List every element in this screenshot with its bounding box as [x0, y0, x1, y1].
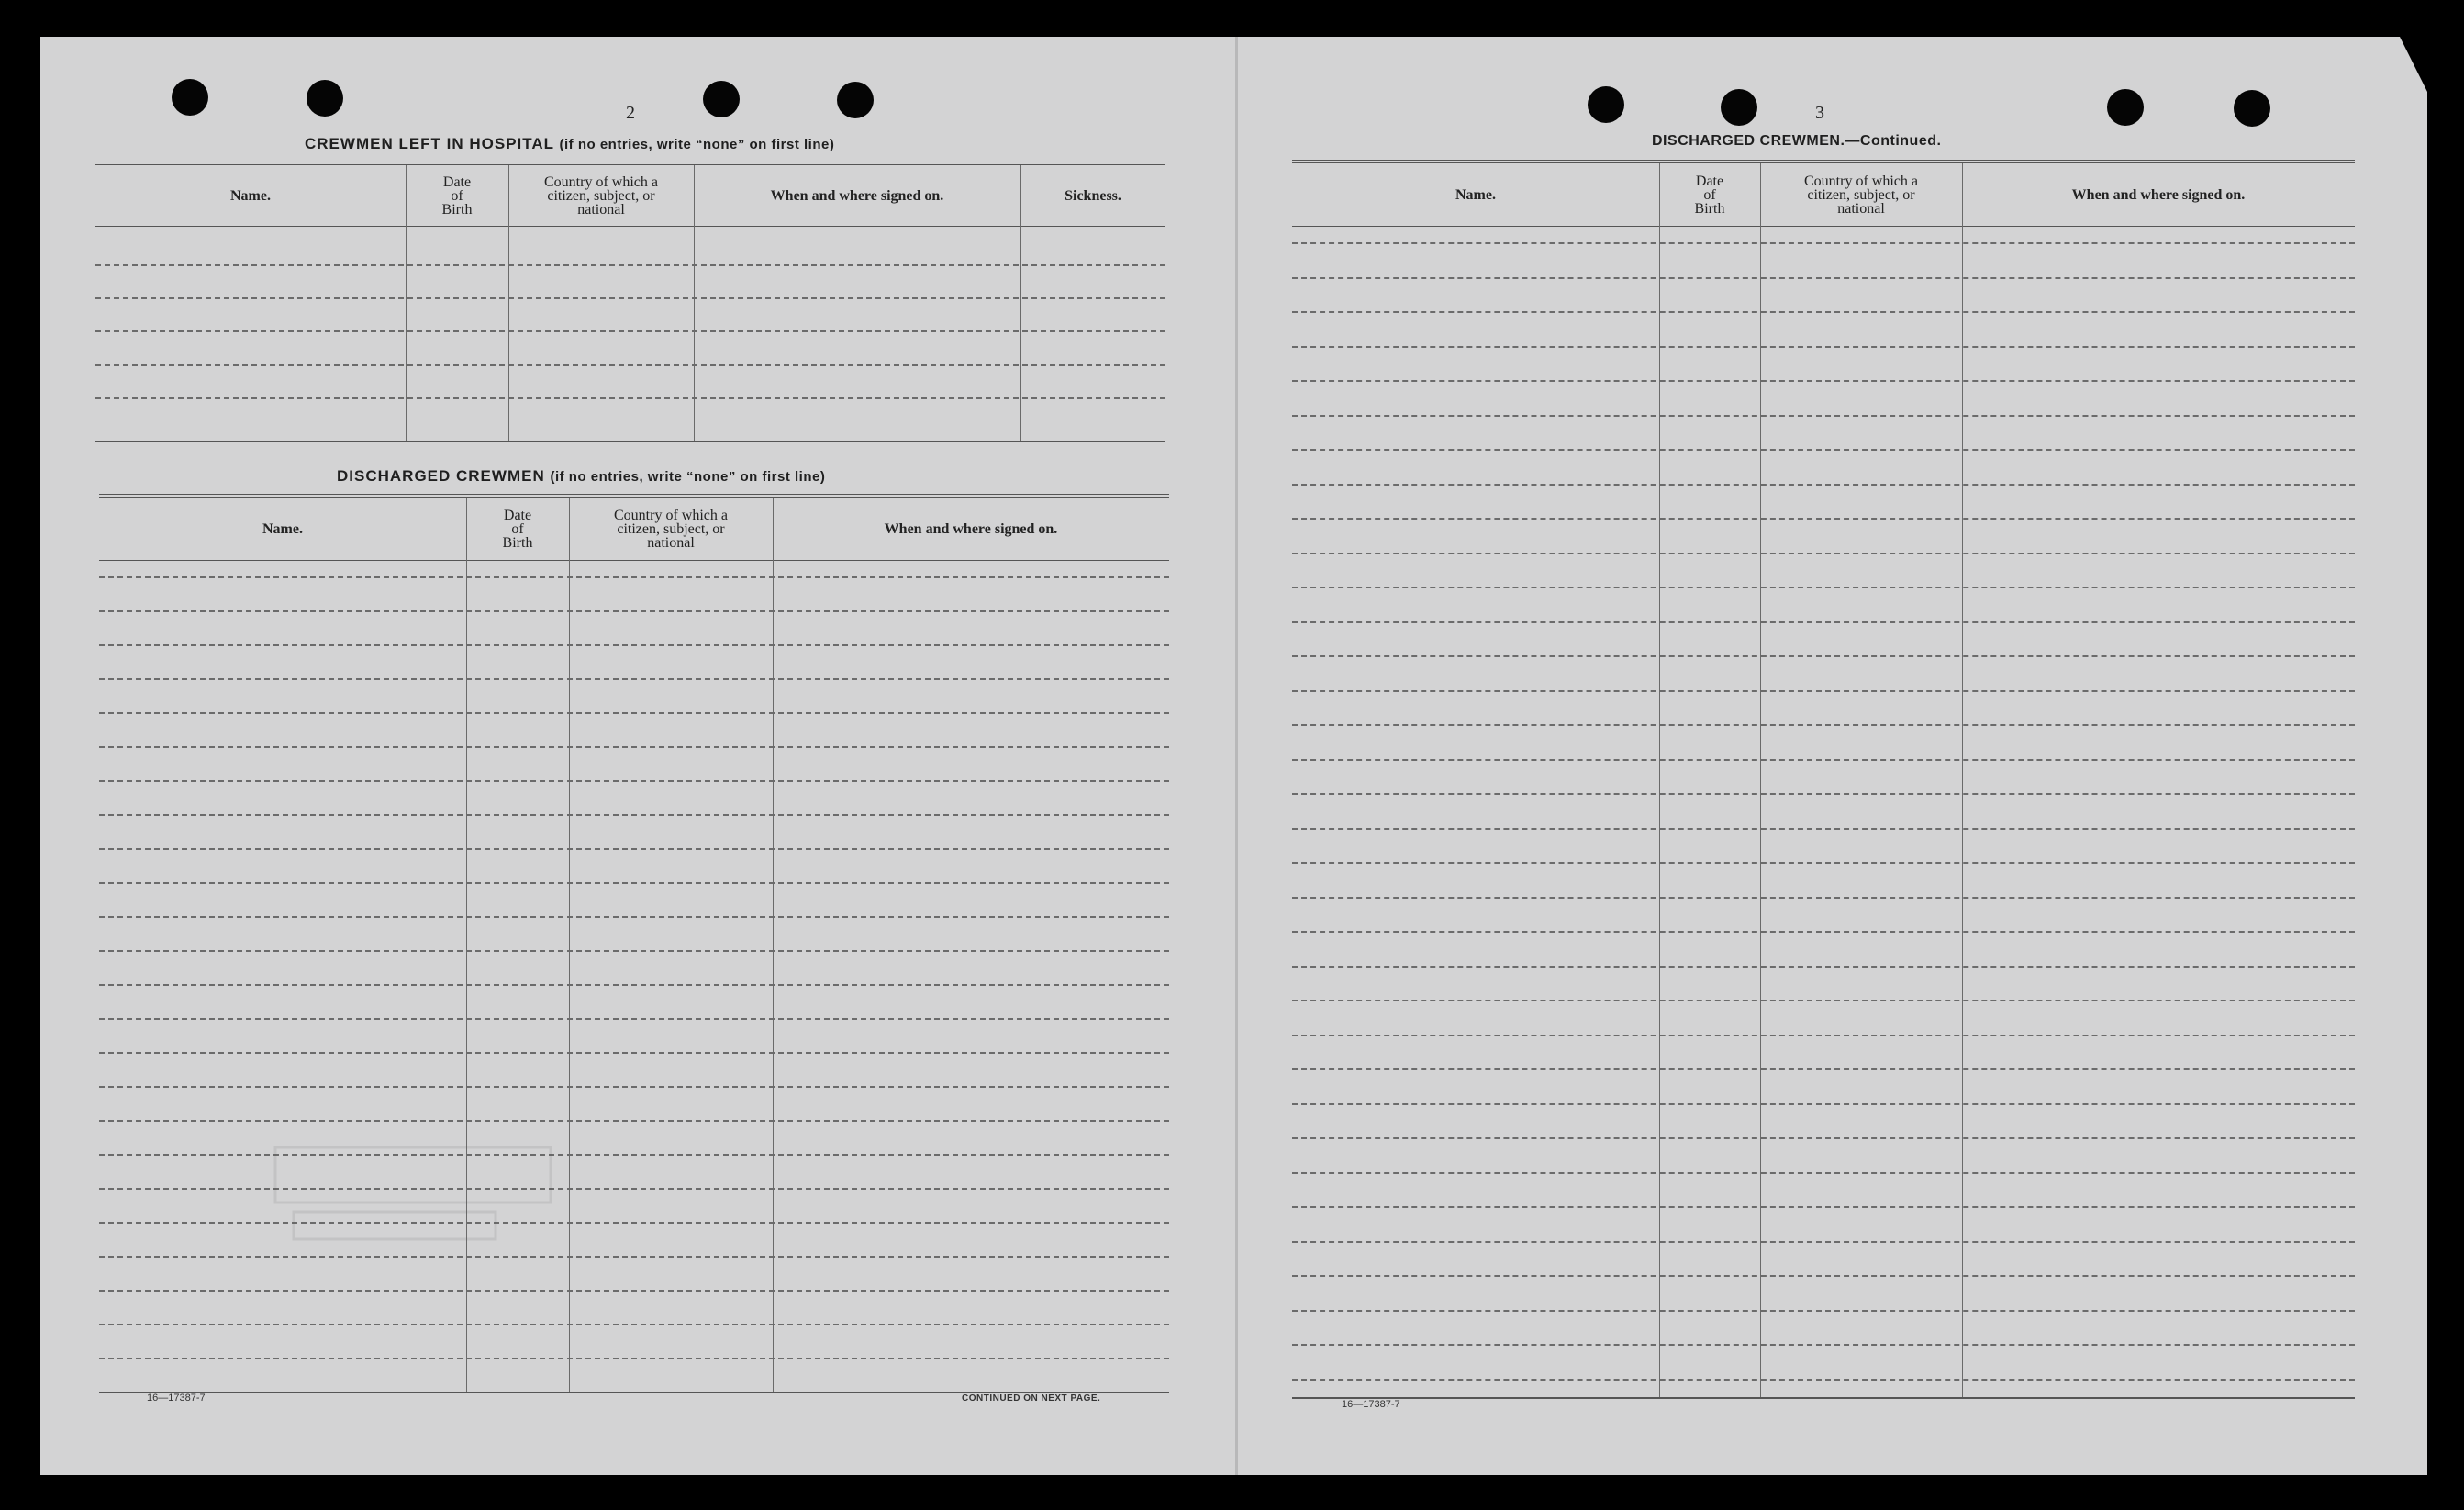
column-header-country: Country of which a citizen, subject, or national: [544, 173, 658, 218]
table-row: [1292, 897, 2355, 899]
hospital-subtitle: (if no entries, write “none” on first line): [559, 137, 835, 152]
table-row: [99, 1120, 1169, 1122]
table-row: [99, 1256, 1169, 1258]
table-row: [1292, 380, 2355, 382]
table-header: [1292, 163, 2355, 227]
table-row: [99, 780, 1169, 782]
table-row: [1292, 1241, 2355, 1243]
faded-stamp-mark: [266, 1129, 560, 1276]
column-header-date-of-birth: Date of Birth: [441, 173, 473, 218]
table-header: [95, 165, 1165, 227]
table-row: [99, 712, 1169, 714]
table-row: [99, 950, 1169, 952]
table-row: [95, 397, 1165, 399]
table-row: [99, 984, 1169, 986]
table-row: [99, 1324, 1169, 1325]
table-header: [99, 498, 1169, 561]
table-row: [99, 1290, 1169, 1292]
column-divider: [1020, 165, 1021, 442]
column-divider: [694, 165, 695, 442]
discharged-continued-table: [1292, 160, 2355, 1399]
table-bottom-rule: [95, 441, 1165, 442]
table-row: [99, 576, 1169, 578]
table-row: [99, 1052, 1169, 1054]
punch-hole: [1721, 89, 1757, 126]
table-row: [95, 264, 1165, 266]
table-row: [1292, 724, 2355, 726]
table-row: [1292, 931, 2355, 933]
table-row: [1292, 587, 2355, 588]
table-row: [1292, 1310, 2355, 1312]
table-row: [1292, 1206, 2355, 1208]
discharged-section-title: [337, 467, 825, 486]
table-row: [1292, 862, 2355, 864]
punch-hole: [172, 79, 208, 116]
column-header-country: Country of which a citizen, subject, or national: [1804, 173, 1918, 217]
table-row: [1292, 1103, 2355, 1105]
table-row: [99, 644, 1169, 646]
discharged-title: DISCHARGED CREWMEN: [337, 467, 545, 485]
punch-hole: [837, 82, 874, 118]
table-row: [1292, 415, 2355, 417]
hospital-title: CREWMEN LEFT IN HOSPITAL: [305, 135, 554, 152]
column-divider: [1760, 163, 1761, 1399]
table-row: [99, 1086, 1169, 1088]
column-header-signed-on: When and where signed on.: [884, 520, 1058, 537]
column-divider: [569, 498, 570, 1393]
punch-hole: [2107, 89, 2144, 126]
column-divider: [773, 498, 774, 1393]
punch-hole: [1588, 86, 1624, 123]
table-row: [99, 1222, 1169, 1224]
table-row: [1292, 484, 2355, 486]
stamp-graphic: [266, 1129, 560, 1276]
table-row: [1292, 1172, 2355, 1174]
punch-hole: [703, 81, 740, 117]
table-row: [95, 364, 1165, 366]
table-row: [99, 678, 1169, 680]
form-number-right: 16—17387-7: [1342, 1399, 1400, 1410]
column-header-name: Name.: [230, 187, 271, 204]
table-row: [1292, 518, 2355, 520]
table-row: [1292, 621, 2355, 623]
table-row: [1292, 1068, 2355, 1070]
column-header-date-of-birth: Date of Birth: [1694, 173, 1725, 217]
table-row: [1292, 1137, 2355, 1139]
hospital-section-title: [305, 135, 834, 153]
right-section-title: DISCHARGED CREWMEN.—Continued.: [1652, 133, 1942, 149]
table-row: [99, 610, 1169, 612]
table-row: [1292, 1275, 2355, 1277]
column-header-name: Name.: [1455, 186, 1496, 203]
table-row: [95, 297, 1165, 299]
table-row: [99, 1154, 1169, 1156]
table-row: [1292, 759, 2355, 761]
page-number-left: 2: [626, 103, 635, 123]
table-row: [95, 330, 1165, 332]
table-row: [99, 916, 1169, 918]
table-row: [1292, 966, 2355, 968]
column-divider: [508, 165, 509, 442]
column-divider: [1659, 163, 1660, 1399]
form-number-left: 16—17387-7: [147, 1393, 206, 1404]
table-row: [1292, 553, 2355, 554]
table-row: [99, 1358, 1169, 1359]
discharged-subtitle: (if no entries, write “none” on first line): [550, 469, 826, 485]
table-row: [99, 1018, 1169, 1020]
table-row: [1292, 793, 2355, 795]
table-row: [1292, 655, 2355, 657]
table-row: [1292, 311, 2355, 313]
table-row: [1292, 449, 2355, 451]
column-header-signed-on: When and where signed on.: [770, 187, 944, 204]
column-header-date-of-birth: Date of Birth: [502, 507, 533, 551]
column-divider: [406, 165, 407, 442]
table-row: [1292, 1344, 2355, 1346]
table-bottom-rule: [1292, 1397, 2355, 1399]
column-header-name: Name.: [262, 520, 303, 537]
page-fold: [1235, 37, 1238, 1475]
discharged-table: [99, 494, 1169, 1393]
table-row: [1292, 346, 2355, 348]
column-header-signed-on: When and where signed on.: [2071, 186, 2246, 203]
punch-hole: [2234, 90, 2270, 127]
table-row: [1292, 242, 2355, 244]
continued-note: CONTINUED ON NEXT PAGE.: [962, 1393, 1101, 1404]
table-row: [1292, 828, 2355, 830]
table-row: [99, 746, 1169, 748]
punch-hole: [307, 80, 343, 117]
table-row: [1292, 1035, 2355, 1036]
hospital-table: [95, 162, 1165, 442]
table-row: [1292, 690, 2355, 692]
page-number-right: 3: [1815, 103, 1824, 123]
table-row: [99, 814, 1169, 816]
column-header-country: Country of which a citizen, subject, or national: [614, 507, 728, 551]
column-header-sickness: Sickness.: [1065, 187, 1121, 204]
table-row: [1292, 1000, 2355, 1001]
table-row: [1292, 277, 2355, 279]
table-row: [99, 882, 1169, 884]
table-row: [1292, 1379, 2355, 1381]
column-divider: [1962, 163, 1963, 1399]
table-row: [99, 1188, 1169, 1190]
table-row: [99, 848, 1169, 850]
